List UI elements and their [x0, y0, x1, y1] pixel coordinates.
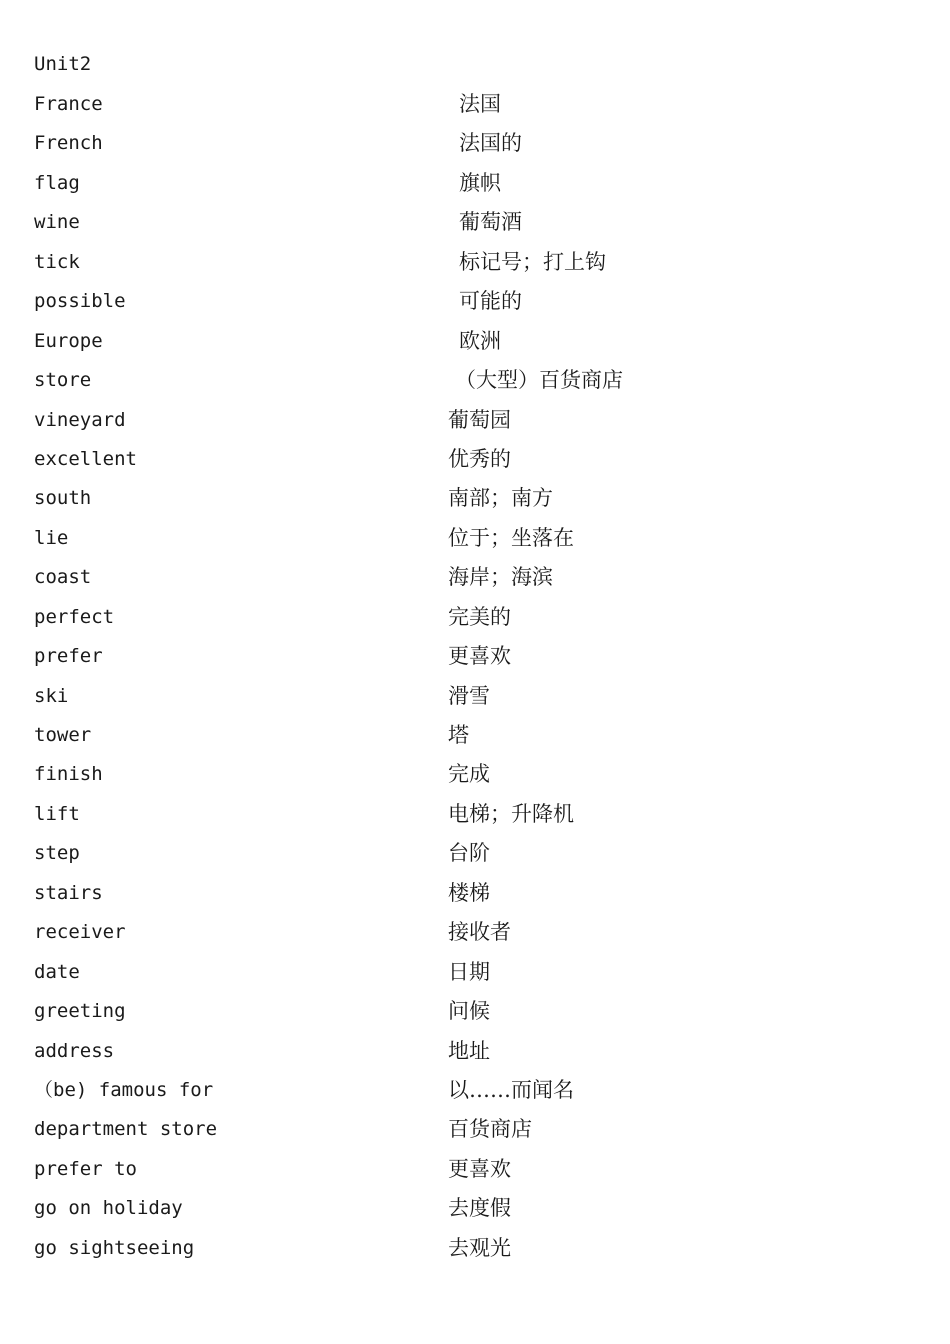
- chinese-meaning: （大型）百货商店: [455, 368, 623, 393]
- english-word: step: [34, 842, 80, 865]
- vocabulary-row: [0, 210, 950, 249]
- vocabulary-list: [0, 92, 950, 1275]
- english-word: vineyard: [34, 408, 126, 431]
- chinese-meaning: 问候: [448, 999, 490, 1024]
- english-word: flag: [34, 171, 80, 194]
- vocabulary-row: [0, 1157, 950, 1196]
- vocabulary-row: [0, 920, 950, 959]
- chinese-meaning: 百货商店: [448, 1117, 532, 1142]
- vocabulary-row: [0, 960, 950, 999]
- english-word: tick: [34, 250, 80, 273]
- vocabulary-row: [0, 565, 950, 604]
- english-word: France: [34, 93, 103, 115]
- english-word: prefer: [34, 645, 103, 668]
- english-word: stairs: [34, 881, 103, 904]
- english-word: department store: [34, 1118, 218, 1141]
- chinese-meaning: 地址: [448, 1038, 490, 1063]
- vocabulary-row: [0, 762, 950, 801]
- vocabulary-row: [0, 171, 950, 210]
- unit-title: Unit2: [34, 53, 92, 75]
- vocabulary-row: [0, 131, 950, 170]
- english-word: lift: [34, 802, 80, 825]
- english-word: south: [34, 487, 92, 510]
- vocabulary-row: [0, 329, 950, 368]
- chinese-meaning: 海岸；海滨: [448, 565, 553, 590]
- chinese-meaning: 去度假: [448, 1196, 511, 1221]
- chinese-meaning: 电梯；升降机: [448, 801, 574, 826]
- english-word: ski: [34, 684, 69, 707]
- english-word: go on holiday: [34, 1197, 183, 1220]
- english-word: tower: [34, 724, 92, 746]
- vocabulary-row: [0, 368, 950, 407]
- vocabulary-row: [0, 250, 950, 289]
- english-word: possible: [34, 290, 126, 313]
- english-word: prefer to: [34, 1157, 137, 1180]
- english-word: Europe: [34, 329, 103, 352]
- english-word: wine: [34, 211, 80, 234]
- chinese-meaning: 以……而闻名: [448, 1077, 574, 1102]
- chinese-meaning: 更喜欢: [448, 1156, 511, 1181]
- english-word: address: [34, 1039, 115, 1062]
- english-word: go sightseeing: [34, 1236, 195, 1259]
- english-word: store: [34, 369, 92, 392]
- vocabulary-row: [0, 802, 950, 841]
- chinese-meaning: 标记号；打上钩: [459, 249, 606, 274]
- vocabulary-row: [0, 644, 950, 683]
- english-word: receiver: [34, 921, 126, 944]
- english-word: lie: [34, 526, 69, 549]
- english-word: excellent: [34, 447, 137, 470]
- chinese-meaning: 日期: [448, 959, 490, 984]
- chinese-meaning: 法国: [459, 92, 501, 116]
- chinese-meaning: 南部；南方: [448, 486, 553, 511]
- chinese-meaning: 更喜欢: [448, 644, 511, 669]
- chinese-meaning: 滑雪: [448, 683, 490, 708]
- vocabulary-row: [0, 447, 950, 486]
- vocabulary-row: [0, 1196, 950, 1235]
- vocabulary-row: [0, 684, 950, 723]
- english-word: perfect: [34, 605, 115, 628]
- vocabulary-row: [0, 486, 950, 525]
- vocabulary-row: [0, 999, 950, 1038]
- english-word: coast: [34, 566, 92, 589]
- vocabulary-row: [0, 723, 950, 762]
- english-word: French: [34, 132, 103, 155]
- chinese-meaning: 葡萄园: [448, 407, 511, 432]
- chinese-meaning: 去观光: [448, 1235, 511, 1260]
- chinese-meaning: 塔: [448, 723, 469, 747]
- chinese-meaning: 台阶: [448, 841, 490, 866]
- vocabulary-row: [0, 92, 950, 131]
- english-word: finish: [34, 763, 103, 786]
- chinese-meaning: 位于；坐落在: [448, 525, 574, 550]
- chinese-meaning: 接收者: [448, 920, 511, 945]
- chinese-meaning: 优秀的: [448, 446, 511, 471]
- vocabulary-row: [0, 1078, 950, 1117]
- chinese-meaning: 完美的: [448, 604, 511, 629]
- vocabulary-row: [0, 841, 950, 880]
- vocabulary-row: [0, 408, 950, 447]
- english-word: （be) famous for: [34, 1078, 214, 1101]
- vocabulary-row: [0, 289, 950, 328]
- vocabulary-row: [0, 881, 950, 920]
- english-word: date: [34, 960, 80, 983]
- vocabulary-row: [0, 526, 950, 565]
- chinese-meaning: 葡萄酒: [459, 210, 522, 235]
- chinese-meaning: 可能的: [459, 289, 522, 314]
- vocabulary-row: [0, 1039, 950, 1078]
- vocabulary-row: [0, 1117, 950, 1156]
- chinese-meaning: 楼梯: [448, 880, 490, 905]
- vocabulary-row: [0, 1236, 950, 1275]
- english-word: greeting: [34, 1000, 126, 1023]
- chinese-meaning: 旗帜: [459, 170, 501, 195]
- vocabulary-row: [0, 605, 950, 644]
- chinese-meaning: 欧洲: [459, 328, 501, 353]
- chinese-meaning: 完成: [448, 762, 490, 787]
- chinese-meaning: 法国的: [459, 131, 522, 156]
